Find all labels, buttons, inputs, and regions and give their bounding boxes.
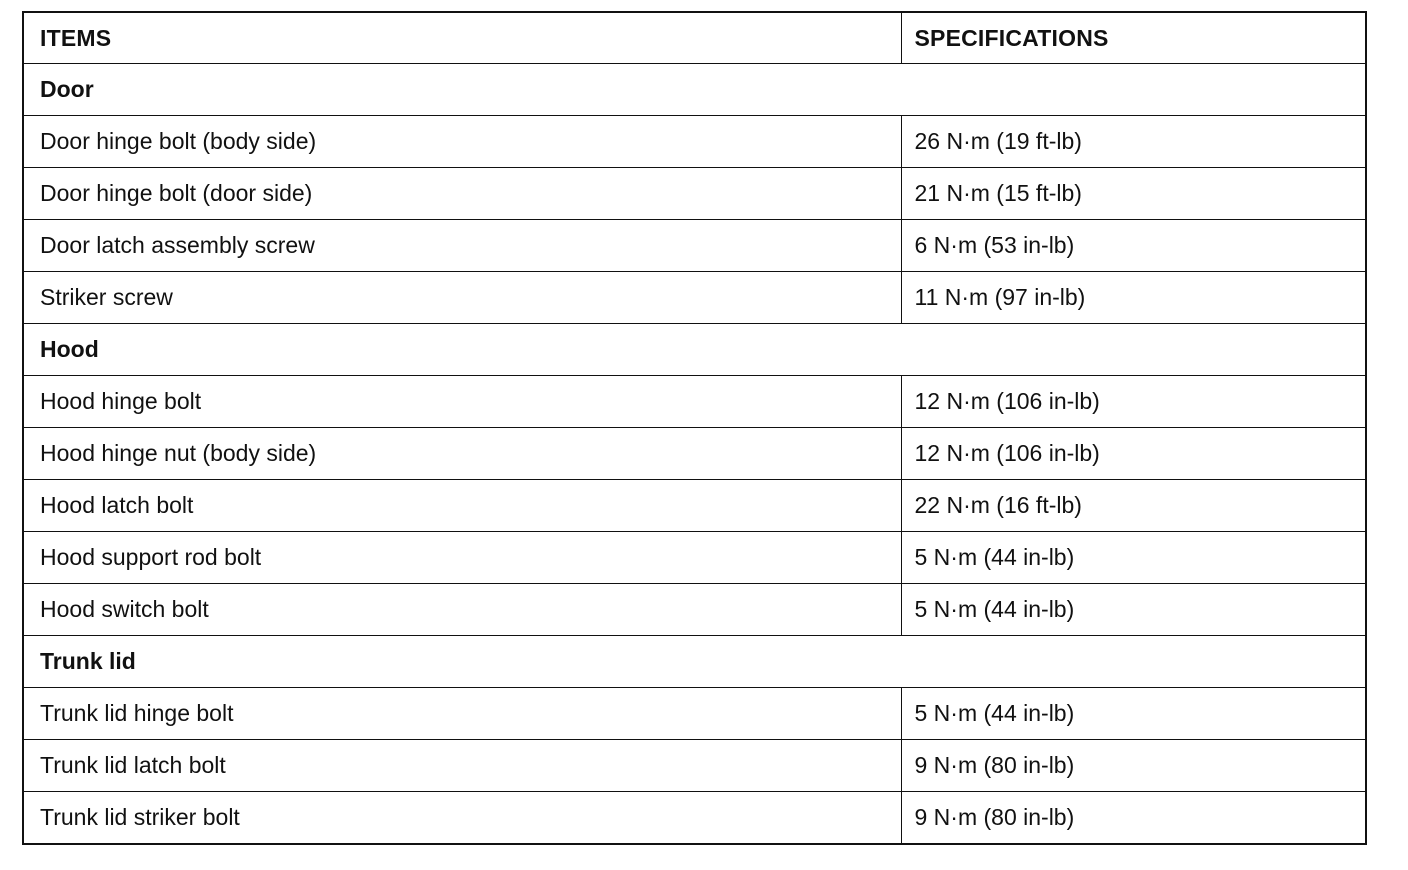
table-row xyxy=(23,376,1366,428)
item-name: Trunk lid latch bolt xyxy=(23,740,901,792)
item-name: Trunk lid hinge bolt xyxy=(23,688,901,740)
item-spec: 5 N·m (44 in-lb) xyxy=(901,584,1366,636)
group-row-door xyxy=(23,64,1366,116)
item-name: Trunk lid striker bolt xyxy=(23,792,901,845)
item-name: Door hinge bolt (door side) xyxy=(23,168,901,220)
item-spec: 5 N·m (44 in-lb) xyxy=(901,688,1366,740)
table-row xyxy=(23,584,1366,636)
item-spec: 12 N·m (106 in-lb) xyxy=(901,376,1366,428)
item-name: Hood support rod bolt xyxy=(23,532,901,584)
item-spec: 12 N·m (106 in-lb) xyxy=(901,428,1366,480)
table-row xyxy=(23,168,1366,220)
header-items: ITEMS xyxy=(23,12,901,64)
header-specifications: SPECIFICATIONS xyxy=(901,12,1366,64)
group-label: Hood xyxy=(23,324,1366,376)
group-label: Trunk lid xyxy=(23,636,1366,688)
item-spec: 9 N·m (80 in-lb) xyxy=(901,740,1366,792)
item-name: Hood switch bolt xyxy=(23,584,901,636)
item-spec: 11 N·m (97 in-lb) xyxy=(901,272,1366,324)
table-row xyxy=(23,740,1366,792)
table-row xyxy=(23,220,1366,272)
table-row xyxy=(23,428,1366,480)
item-name: Door latch assembly screw xyxy=(23,220,901,272)
item-spec: 9 N·m (80 in-lb) xyxy=(901,792,1366,845)
table-row xyxy=(23,532,1366,584)
group-row-trunk-lid xyxy=(23,636,1366,688)
table-row xyxy=(23,792,1366,845)
item-spec: 22 N·m (16 ft-lb) xyxy=(901,480,1366,532)
table-row xyxy=(23,480,1366,532)
table-row xyxy=(23,272,1366,324)
group-label: Door xyxy=(23,64,1366,116)
item-name: Hood latch bolt xyxy=(23,480,901,532)
item-name: Door hinge bolt (body side) xyxy=(23,116,901,168)
item-spec: 5 N·m (44 in-lb) xyxy=(901,532,1366,584)
item-name: Hood hinge bolt xyxy=(23,376,901,428)
torque-specifications-table xyxy=(22,11,1367,845)
item-spec: 6 N·m (53 in-lb) xyxy=(901,220,1366,272)
item-spec: 26 N·m (19 ft-lb) xyxy=(901,116,1366,168)
item-spec: 21 N·m (15 ft-lb) xyxy=(901,168,1366,220)
item-name: Hood hinge nut (body side) xyxy=(23,428,901,480)
group-row-hood xyxy=(23,324,1366,376)
table-row xyxy=(23,116,1366,168)
table-row xyxy=(23,688,1366,740)
table-header-row xyxy=(23,12,1366,64)
item-name: Striker screw xyxy=(23,272,901,324)
